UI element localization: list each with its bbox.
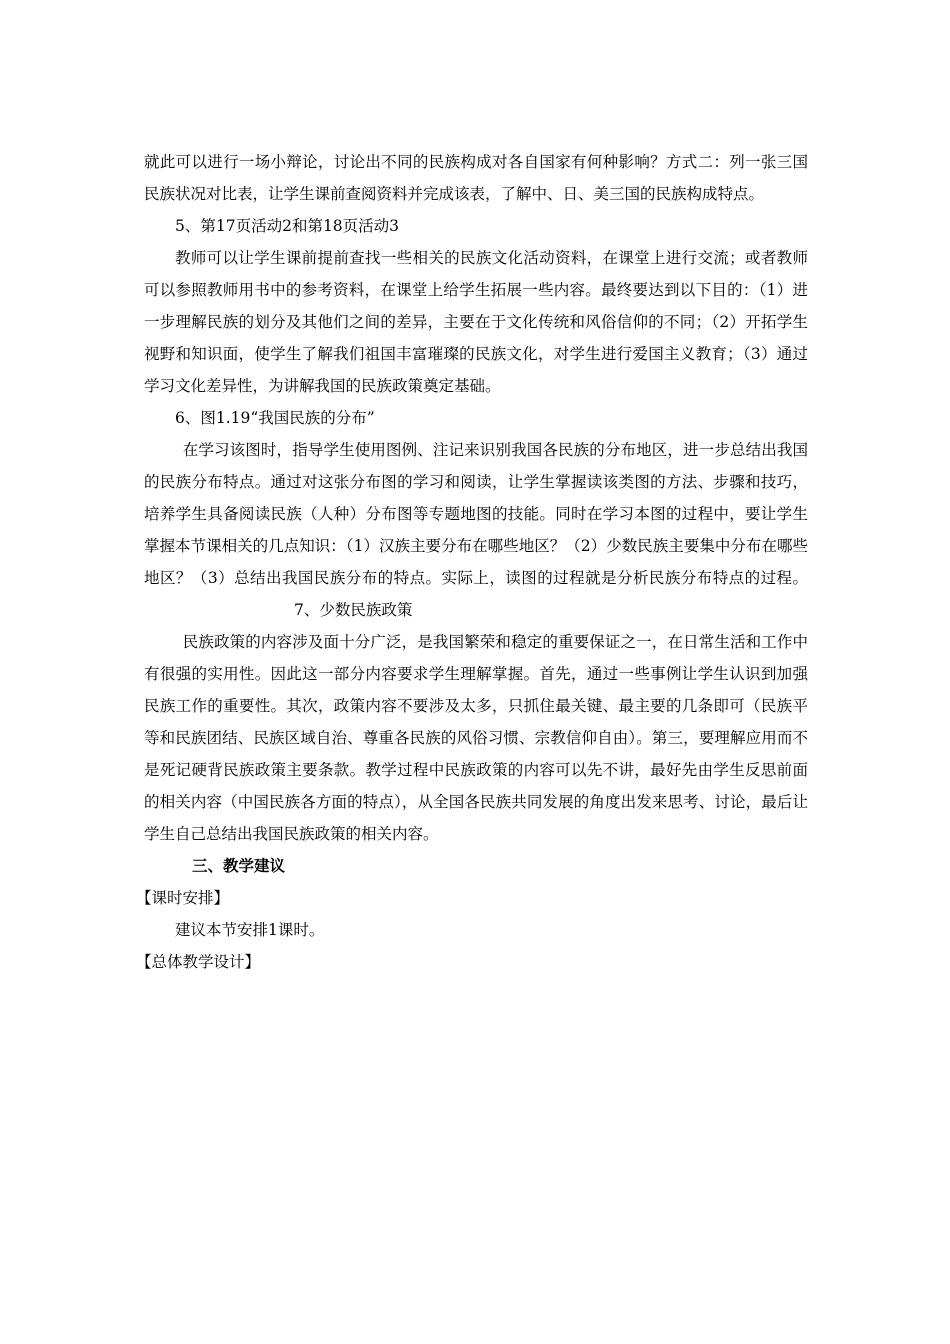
label-overall-design: 【总体教学设计】 (136, 953, 261, 971)
paragraph-ethnic-policy: 民族政策的内容涉及面十分广泛，是我国繁荣和稳定的重要保证之一，在日常生活和工作中有很强的实用性。因此这一部分内容要求学生理解掌握。首先，通过一些事例让学生认识到加强民族工作的重要性。其次，政策内容不要涉及太多，只抓住最关键、最主要的几条即可（民族平等和民族团结、民族区域自治、尊重各民族的风俗习惯、宗教信仰自由）。第三，要理解应用而不是死记硬背民族政策主要条款。教学过程中民族政策的内容可以先不讲，最好先由学生反思前面的相关内容（中国民族各方面的特点），从全国各民族共同发展的角度出发来思考、讨论，最后让学生自己总结出我国民族政策的相关内容。 (144, 633, 808, 843)
document-body (136, 146, 808, 978)
text-lesson-time: 建议本节安排1课时。 (175, 921, 325, 939)
section-heading-teaching-suggestions: 三、教学建议 (192, 856, 286, 875)
paragraph-distribution-map (144, 434, 808, 626)
heading-figure-1-19: 6、图1.19“我国民族的分布” (175, 409, 375, 427)
label-lesson-time: 【课时安排】 (136, 889, 230, 907)
paragraph-debate-discussion: 就此可以进行一场小辩论，讨论出不同的民族构成对各自国家有何种影响？方式二：列一张三国民族状况对比表，让学生课前查阅资料并完成该表，了解中、日、美三国的民族构成特点。 (144, 153, 808, 203)
paragraph-distribution-map-text: 在学习该图时，指导学生使用图例、注记来识别我国各民族的分布地区，进一步总结出我国的民族分布特点。通过对这张分布图的学习和阅读，让学生掌握读该类图的方法、步骤和技巧，培养学生具备阅读民族（人种）分布图等专题地图的技能。同时在学习本图的过程中，要让学生掌握本节课相关的几点知识：（1）汉族主要分布在哪些地区？（2）少数民族主要集中分布在哪些地区？（3）总结出我国民族分布的特点。实际上，读图的过程就是分析民族分布特点的过程。 (144, 441, 808, 587)
heading-minority-policy: 7、少数民族政策 (294, 601, 413, 619)
paragraph-culture-activities: 教师可以让学生课前提前查找一些相关的民族文化活动资料，在课堂上进行交流；或者教师可以参照教师用书中的参考资料，在课堂上给学生拓展一些内容。最终要达到以下目的：（1）进一步理解民族的划分及其他们之间的差异，主要在于文化传统和风俗信仰的不同；（2）开拓学生视野和知识面，使学生了解我们祖国丰富璀璨的民族文化，对学生进行爱国主义教育；（3）通过学习文化差异性，为讲解我国的民族政策奠定基础。 (144, 249, 808, 395)
heading-activity-5: 5、第17页活动2和第18页活动3 (175, 217, 400, 235)
